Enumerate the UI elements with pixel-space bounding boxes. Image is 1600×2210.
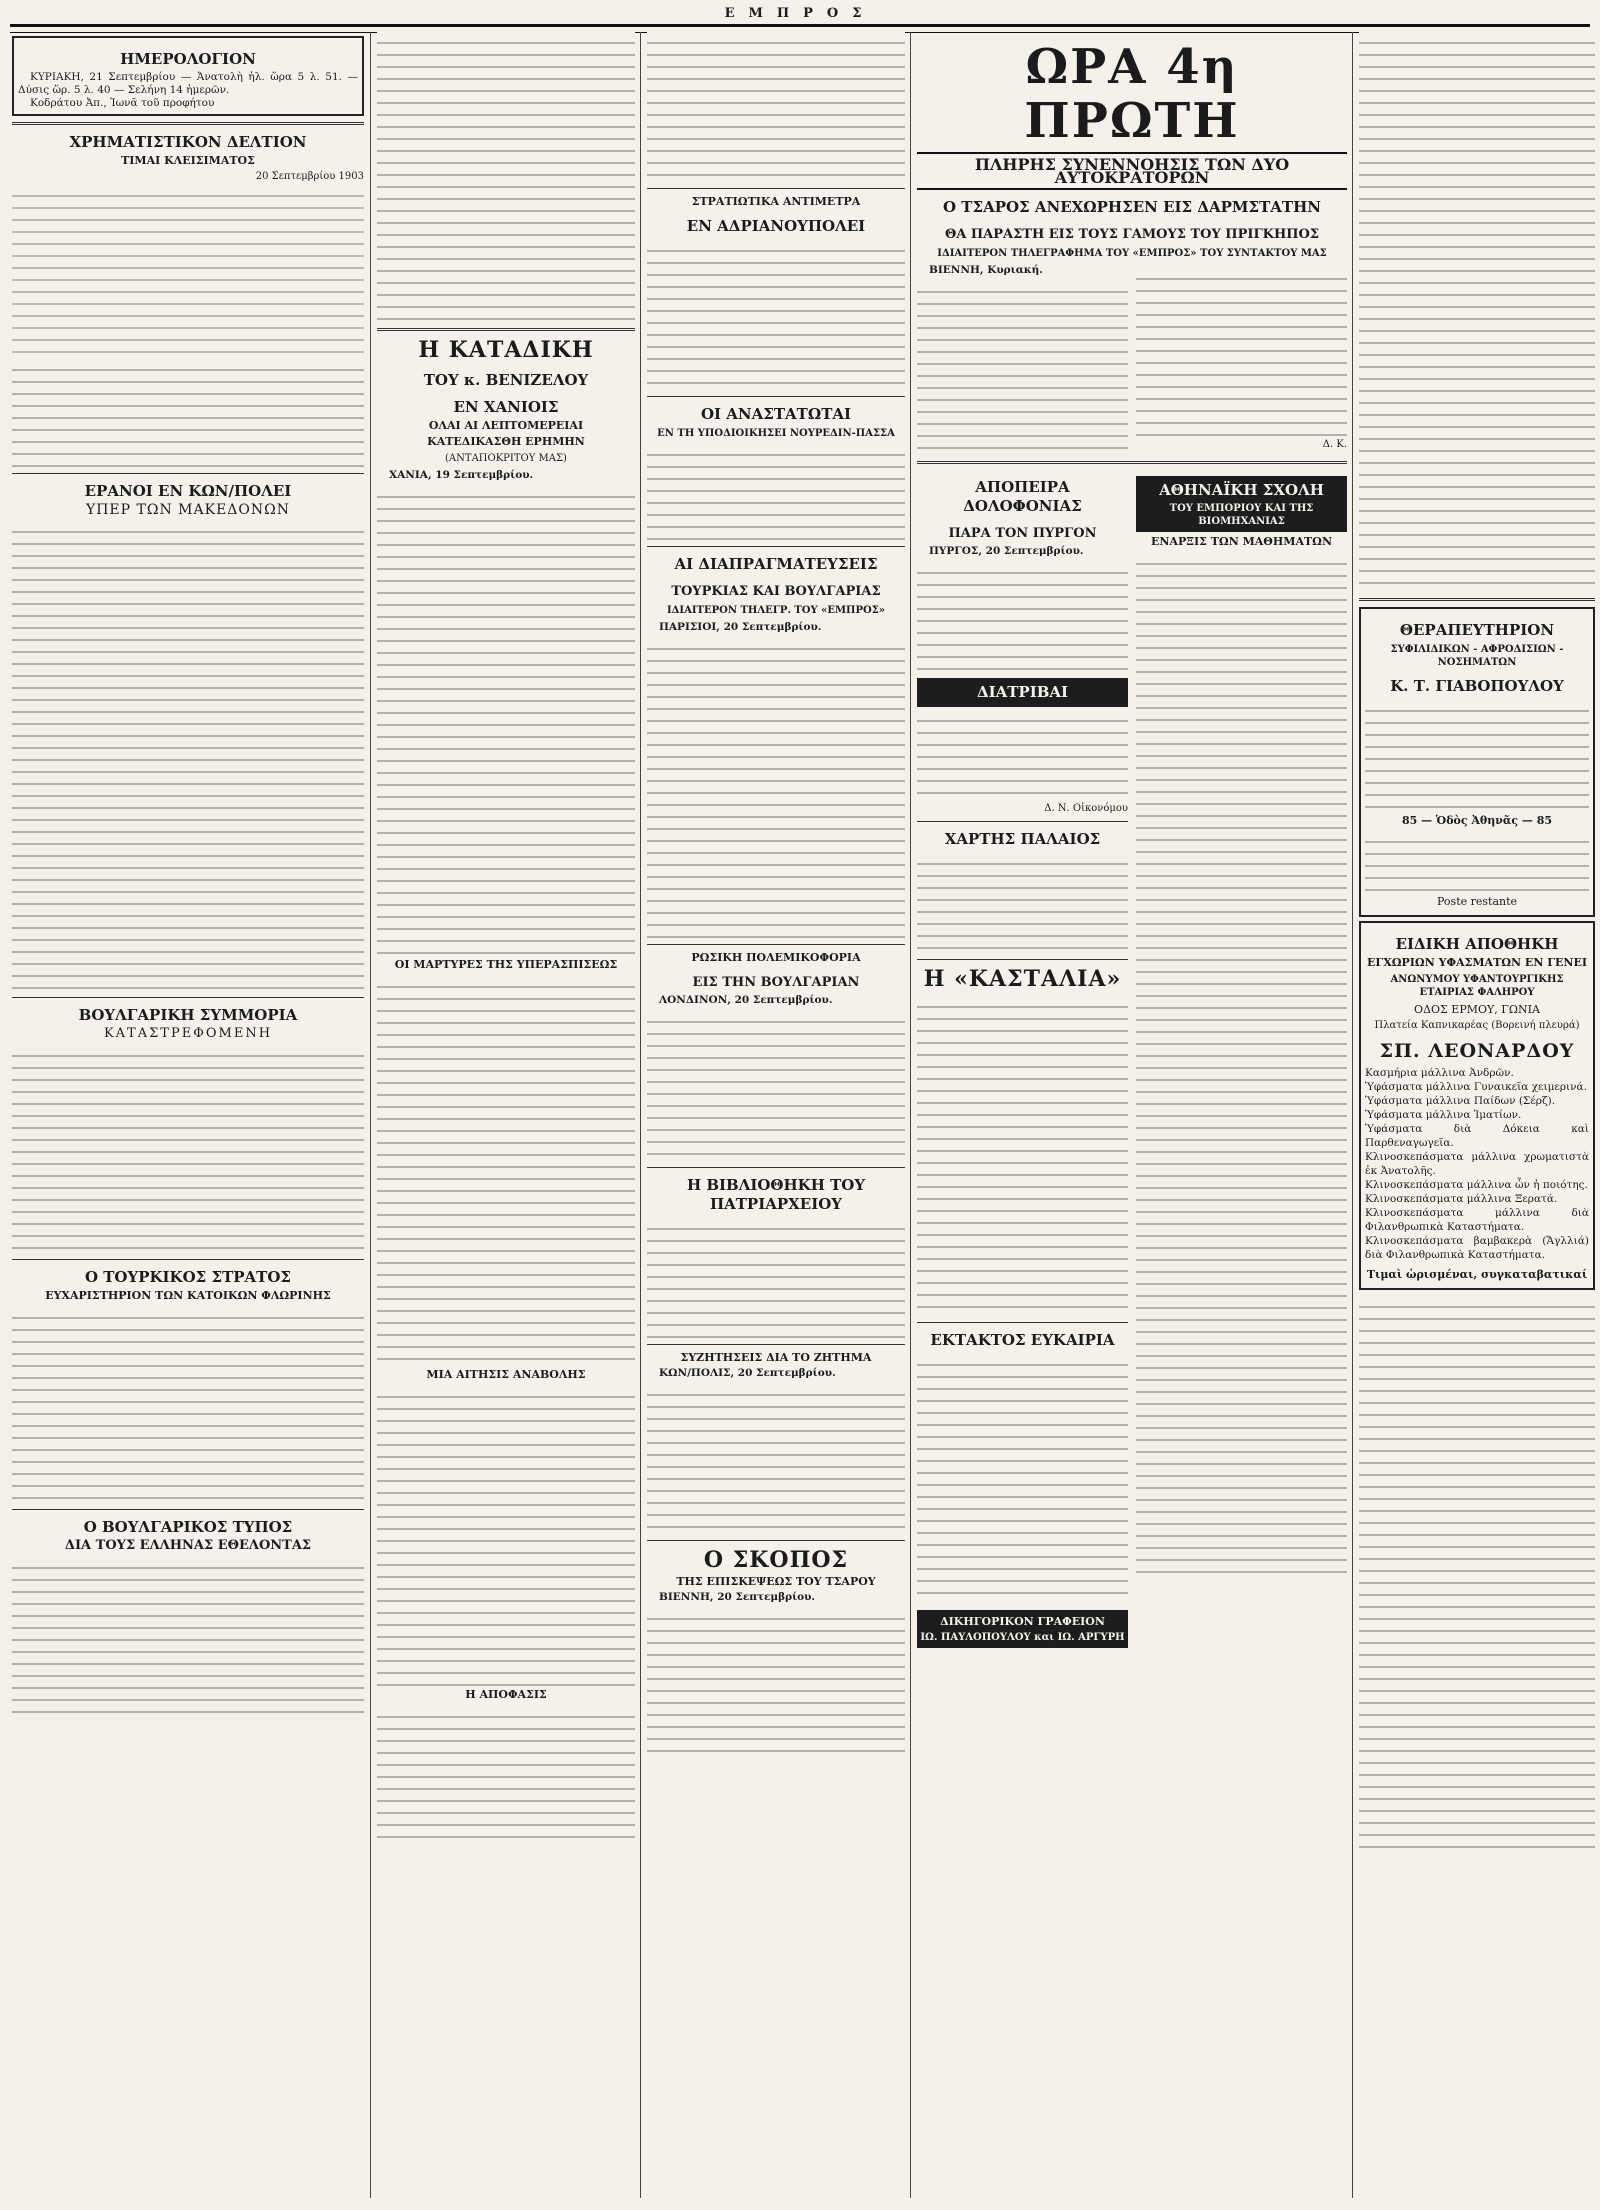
column-4 — [910, 32, 1353, 2198]
poste-restante: Poste restante — [1436, 895, 1518, 908]
text-block — [1365, 831, 1589, 891]
heading-anapokritou: (ΑΝΤΑΠΟΚΡΙΤΟΥ ΜΑΣ) — [445, 453, 567, 464]
columns — [12, 32, 1588, 2198]
heading-therapeftirion: ΘΕΡΑΠΕΥΤΗΡΙΟΝ — [1399, 621, 1555, 639]
goods-item: Ὑφάσματα μάλλινα Ἱματίων. — [1365, 1109, 1522, 1121]
heading-skopos: Ο ΣΚΟΠΟΣ — [703, 1547, 849, 1573]
ad-therapeftirion — [1359, 607, 1595, 917]
divider — [917, 461, 1347, 464]
goods-list — [1365, 1066, 1589, 1262]
heading-ethelontas: ΔΙΑ ΤΟΥΣ ΕΛΛΗΝΑΣ ΕΘΕΛΟΝΤΑΣ — [64, 1538, 312, 1553]
text-block — [647, 1384, 905, 1534]
market-subtitle: ΤΙΜΑΙ ΚΛΕΙΣΙΜΑΤΟΣ — [121, 154, 255, 167]
divider — [12, 997, 364, 998]
heading-diatrivai: ΔΙΑΤΡΙΒΑΙ — [976, 683, 1069, 701]
address-kapnikareas: Πλατεία Καπνικαρέας (Βορεινή πλευρά) — [1374, 1020, 1580, 1031]
text-block — [1359, 32, 1595, 592]
text-block — [1136, 553, 1347, 1573]
text-block — [917, 996, 1128, 1316]
address-athinas: 85 — Ὁδὸς Ἀθηνᾶς — 85 — [1401, 814, 1553, 827]
heading-rosiki: ΡΩΣΙΚΗ ΠΟΛΕΜΙΚΟΦΟΡΙΑ — [691, 951, 861, 964]
column-2 — [370, 32, 641, 2198]
heading-martyres: ΟΙ ΜΑΡΤΥΡΕΣ ΤΗΣ ΥΠΕΡΑΣΠΙΣΕΩΣ — [394, 958, 618, 971]
heading-nouredin: ΕΝ ΤΗ ΥΠΟΔΙΟΙΚΗΣΕΙ ΝΟΥΡΕΔΙΝ-ΠΑΣΣΑ — [657, 428, 895, 439]
dateline-london: ΛΟΝΔΙΝΟΝ, 20 Σεπτεμβρίου. — [659, 994, 833, 1006]
heading-stratos: Ο ΤΟΥΡΚΙΚΟΣ ΣΤΡΑΤΟΣ — [84, 1268, 291, 1286]
text-block — [12, 359, 364, 467]
market-date: 20 Σεπτεμβρίου 1903 — [255, 171, 364, 182]
divider — [647, 188, 905, 189]
heading-eranoi: ΕΡΑΝΟΙ ΕΝ ΚΩΝ/ΠΟΛΕΙ — [84, 482, 292, 500]
heading-grafeion: ΔΙΚΗΓΟΡΙΚΟΝ ΓΡΑΦΕΙΟΝ — [940, 1615, 1105, 1628]
text-block — [1136, 268, 1347, 436]
heading-makedones: ΥΠΕΡ ΤΩΝ ΜΑΚΕΔΟΝΩΝ — [85, 502, 290, 518]
dateline-vienna-lead: ΒΙΕΝΝΗ, Κυριακή. — [929, 264, 1043, 276]
heading-typos: Ο ΒΟΥΛΓΑΡΙΚΟΣ ΤΥΠΟΣ — [83, 1518, 293, 1536]
goods-item: Ὑφάσματα μάλλινα Γυναικεῖα χειμερινά. — [1365, 1081, 1587, 1093]
heading-apothiki-sub2: ΑΝΩΝΥΜΟΥ ΥΦΑΝΤΟΥΡΓΙΚΗΣ ΕΤΑΙΡΙΑΣ ΦΑΛΗΡΟΥ — [1390, 974, 1564, 998]
text-block — [377, 486, 635, 956]
text-block — [12, 1307, 364, 1503]
heading-dolofonia: ΑΠΟΠΕΙΡΑ ΔΟΛΟΦΟΝΙΑΣ — [963, 478, 1082, 515]
divider — [917, 821, 1128, 822]
goods-item: Κλινοσκεπάσματα μάλλινα ὧν ἡ ποιότης. — [1365, 1179, 1588, 1191]
goods-item: Κλινοσκεπάσματα μάλλινα Ξερατά. — [1365, 1193, 1558, 1205]
heading-vivlos: Η ΒΙΒΛΙΟΘΗΚΗ ΤΟΥ ΠΑΤΡΙΑΡΧΕΙΟΥ — [686, 1176, 866, 1213]
heading-syzitiseis: ΣΥΖΗΤΗΣΕΙΣ ΔΙΑ ΤΟ ΖΗΤΗΜΑ — [680, 1351, 872, 1364]
text-block — [1359, 1296, 1595, 1856]
divider — [647, 1167, 905, 1168]
heading-grafeion-box — [917, 1610, 1128, 1648]
heading-apothiki-sub: ΕΓΧΩΡΙΩΝ ΥΦΑΣΜΑΤΩΝ ΕΝ ΓΕΝΕΙ — [1367, 956, 1587, 969]
heading-voulgaria: ΕΙΣ ΤΗΝ ΒΟΥΛΓΑΡΙΑΝ — [692, 975, 860, 990]
heading-episkepsis: ΤΗΣ ΕΠΙΣΚΕΨΕΩΣ ΤΟΥ ΤΣΑΡΟΥ — [676, 1575, 876, 1588]
divider — [647, 396, 905, 397]
heading-katastrefomeni: ΚΑΤΑΣΤΡΕΦΟΜΕΝΗ — [103, 1026, 273, 1041]
masthead: ΕΜΠΡΟΣ — [724, 6, 876, 21]
divider — [12, 122, 364, 125]
heading-katedikasthi: ΚΑΤΕΔΙΚΑΣΘΗ ΕΡΗΜΗΝ — [427, 435, 585, 448]
text-block — [647, 1608, 905, 1758]
divider — [377, 328, 635, 331]
signature-oikonomou: Δ. Ν. Οἰκονόμου — [1044, 803, 1128, 814]
market-title: ΧΡΗΜΑΤΙΣΤΙΚΟΝ ΔΕΛΤΙΟΝ — [69, 133, 307, 151]
banner-tsaros: Ο ΤΣΑΡΟΣ ΑΝΕΧΩΡΗΣΕΝ ΕΙΣ ΔΑΡΜΣΤΑΤΗΝ — [943, 198, 1321, 216]
divider — [12, 473, 364, 474]
divider — [917, 1322, 1128, 1323]
heading-chaniois: ΕΝ ΧΑΝΙΟΙΣ — [453, 398, 559, 416]
divider — [647, 1344, 905, 1345]
text-block — [12, 1557, 364, 1717]
ad-apothiki — [1359, 921, 1595, 1290]
heading-apofasis: Η ΑΠΟΦΑΣΙΣ — [465, 1688, 547, 1701]
heading-katadiki: Η ΚΑΤΑΔΙΚΗ — [418, 337, 594, 363]
calendar-title: ΗΜΕΡΟΛΟΓΙΟΝ — [120, 50, 256, 68]
heading-apothiki: ΕΙΔΙΚΗ ΑΠΟΘΗΚΗ — [1395, 935, 1559, 953]
text-block — [917, 1354, 1128, 1604]
calendar-text: ΚΥΡΙΑΚΗ, 21 Σεπτεμβρίου — Ἀνατολὴ ἡλ. ὥρα 5 λ. 51. — Δύσις ὥρ. 5 λ. 40 — Σελήνη 14 ἡμερῶν. — [18, 71, 358, 96]
goods-item: Κλινοσκεπάσματα μάλλινα χρωματιστὰ ἐκ Ἀνατολῆς. — [1365, 1151, 1589, 1177]
divider — [647, 944, 905, 945]
heading-giavopoulou: Κ. Τ. ΓΙΑΒΟΠΟΥΛΟΥ — [1390, 677, 1564, 695]
goods-item: Κλινοσκεπάσματα βαμβακερὰ (Ἄγλλιά) διὰ Φιλανθρωπικὰ Καταστήματα. — [1365, 1235, 1589, 1261]
dateline-vienna: ΒΙΕΝΝΗ, 20 Σεπτεμβρίου. — [659, 1591, 816, 1603]
heading-chartis: ΧΑΡΤΗΣ ΠΑΛΑΙΟΣ — [944, 830, 1101, 848]
banner-synennoisis: ΠΛΗΡΗΣ ΣΥΝΕΝΝΟΗΣΙΣ ΤΩΝ ΔΥΟ ΑΥΤΟΚΡΑΤΟΡΩΝ — [917, 152, 1347, 190]
address-ermou: ΟΔΟΣ ΕΡΜΟΥ, ΓΩΝΙΑ — [1414, 1003, 1540, 1016]
market-table — [12, 185, 364, 353]
text-block — [647, 444, 905, 540]
goods-item: Κασμήρια μάλλινα Ἀνδρῶν. — [1365, 1067, 1514, 1079]
heading-tourkias: ΤΟΥΡΚΙΑΣ ΚΑΙ ΒΟΥΛΓΑΡΙΑΣ — [671, 584, 881, 599]
heading-symmoria: ΒΟΥΛΓΑΡΙΚΗ ΣΥΜΜΟΡΙΑ — [78, 1006, 298, 1024]
text-block — [12, 1045, 364, 1253]
calendar-box — [12, 36, 364, 116]
goods-item: Ὑφάσματα διὰ Δόκεια καὶ Παρθεναγωγεῖα. — [1365, 1123, 1589, 1149]
prices-note: Τιμαὶ ὡρισμέναι, συγκαταβατικαί — [1366, 1268, 1588, 1281]
heading-diatrivai-box — [917, 678, 1128, 707]
heading-leptomereiai: ΟΛΑΙ ΑΙ ΛΕΠΤΟΜΕΡΕΙΑΙ — [428, 419, 584, 432]
divider — [12, 1259, 364, 1260]
text-block — [647, 240, 905, 390]
heading-anastatotai: ΟΙ ΑΝΑΣΤΑΤΩΤΑΙ — [700, 405, 852, 423]
text-block — [917, 562, 1128, 672]
heading-aitiseis: ΜΙΑ ΑΙΤΗΣΙΣ ΑΝΑΒΟΛΗΣ — [426, 1368, 586, 1381]
divider — [647, 1540, 905, 1541]
dateline-kpoli: ΚΩΝ/ΠΟΛΙΣ, 20 Σεπτεμβρίου. — [659, 1367, 836, 1379]
dateline-pyrgos: ΠΥΡΓΟΣ, 20 Σεπτεμβρίου. — [929, 545, 1084, 557]
signature-dk: Δ. Κ. — [1322, 439, 1347, 450]
heading-kastalia: Η «ΚΑΣΤΑΛΙΑ» — [923, 966, 1122, 992]
column-5 — [1352, 32, 1595, 2198]
heading-athinaiki-sub: ΤΟΥ ΕΜΠΟΡΙΟΥ ΚΑΙ ΤΗΣ ΒΙΟΜΗΧΑΝΙΑΣ — [1169, 503, 1314, 527]
headline-ora: ΩΡΑ 4η ΠΡΩΤΗ — [1024, 39, 1240, 149]
column-3 — [640, 32, 911, 2198]
heading-adrianoupoli: ΕΝ ΑΔΡΙΑΝΟΥΠΟΛΕΙ — [686, 217, 866, 235]
divider — [1359, 598, 1595, 601]
heading-eukairia: ΕΚΤΑΚΤΟΣ ΕΥΚΑΙΡΙΑ — [930, 1331, 1115, 1349]
banner-wire: ΙΔΙΑΙΤΕΡΟΝ ΤΗΛΕΓΡΑΦΗΜΑ ΤΟΥ «ΕΜΠΡΟΣ» ΤΟΥ ΣΥΝΤΑΚΤΟΥ ΜΑΣ — [937, 248, 1327, 259]
heading-athinaiki-box — [1136, 476, 1347, 532]
wire-label: ΙΔΙΑΙΤΕΡΟΝ ΤΗΛΕΓΡ. ΤΟΥ «ΕΜΠΡΟΣ» — [666, 605, 886, 616]
text-block — [647, 32, 905, 182]
text-block — [377, 32, 635, 322]
goods-item: Ὑφάσματα μάλλινα Παίδων (Σέρζ). — [1365, 1095, 1556, 1107]
heading-athinaiki: ΑΘΗΝΑΪΚΗ ΣΧΟΛΗ — [1159, 481, 1324, 499]
heading-eucharist: ΕΥΧΑΡΙΣΤΗΡΙΟΝ ΤΩΝ ΚΑΤΟΙΚΩΝ ΦΛΩΡΙΝΗΣ — [45, 1289, 331, 1302]
lead-story — [917, 264, 1347, 455]
text-block — [917, 281, 1128, 449]
dateline-paris: ΠΑΡΙΣΙΟΙ, 20 Σεπτεμβρίου. — [659, 621, 822, 633]
heading-stratiotika: ΣΤΡΑΤΙΩΤΙΚΑ ΑΝΤΙΜΕΤΡΑ — [691, 195, 861, 208]
heading-grafeion-sub: ΙΩ. ΠΑΥΛΟΠΟΥΛΟΥ και ΙΩ. ΑΡΓΥΡΗ — [920, 1632, 1125, 1643]
heading-ther-sub: ΣΥΦΙΛΙΔΙΚΩΝ - ΑΦΡΟΔΙΣΙΩΝ - ΝΟΣΗΜΑΤΩΝ — [1390, 644, 1564, 668]
text-block — [917, 853, 1128, 953]
text-block — [377, 1386, 635, 1686]
heading-diapragmateuseis: ΑΙ ΔΙΑΠΡΑΓΜΑΤΕΥΣΕΙΣ — [674, 555, 878, 573]
text-block — [647, 1011, 905, 1161]
text-block — [12, 521, 364, 991]
divider — [917, 959, 1128, 960]
heading-leonardou: ΣΠ. ΛΕΟΝΑΡΔΟΥ — [1379, 1040, 1575, 1062]
banner-gamous: ΘΑ ΠΑΡΑΣΤΗ ΕΙΣ ΤΟΥΣ ΓΑΜΟΥΣ ΤΟΥ ΠΡΙΓΚΗΠΟΣ — [944, 227, 1320, 242]
goods-item: Κλινοσκεπάσματα μάλλινα διὰ Φιλανθρωπικὰ Καταστήματα. — [1365, 1207, 1589, 1233]
text-block — [917, 710, 1128, 800]
text-block — [647, 638, 905, 938]
divider — [12, 1509, 364, 1510]
text-block — [647, 1218, 905, 1338]
column-1 — [12, 32, 370, 2198]
calendar-saint: Κοδράτου Ἀπ., Ἰωνᾶ τοῦ προφήτου — [30, 97, 215, 109]
divider — [647, 546, 905, 547]
text-block — [377, 976, 635, 1366]
heading-pyrgon: ΠΑΡΑ ΤΟΝ ΠΥΡΓΟΝ — [948, 526, 1097, 541]
heading-venizelou: ΤΟΥ κ. ΒΕΝΙΖΕΛΟΥ — [423, 371, 589, 389]
text-block — [377, 1706, 635, 1846]
text-block — [1365, 700, 1589, 810]
dateline-chania: ΧΑΝΙΑ, 19 Σεπτεμβρίου. — [389, 469, 534, 481]
heading-athinaiki-sub2: ΕΝΑΡΞΙΣ ΤΩΝ ΜΑΘΗΜΑΤΩΝ — [1150, 535, 1333, 548]
lower-section — [917, 470, 1347, 1651]
